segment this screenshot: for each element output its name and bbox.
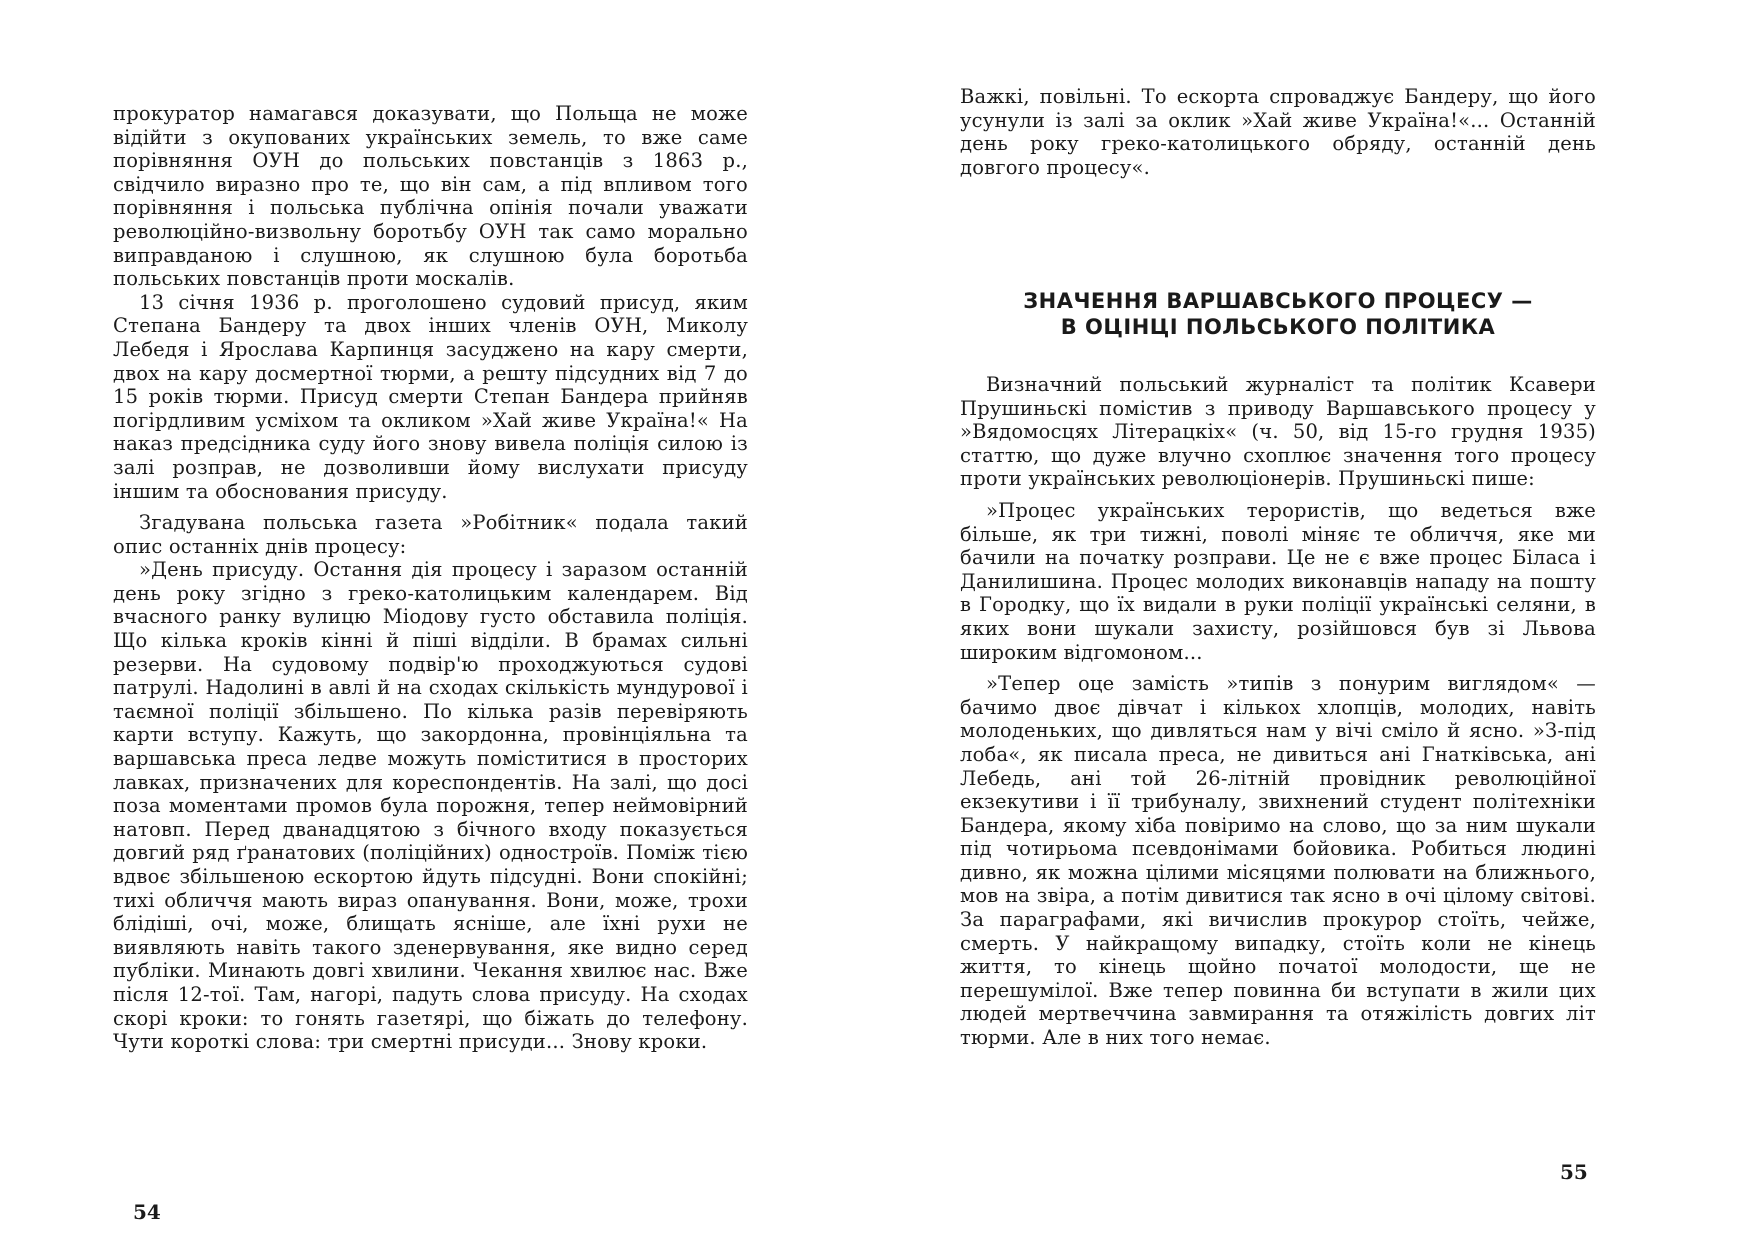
left-page-text — [113, 102, 748, 1054]
left-paragraph-4: »День присуду. Остання дія процесу і заразом останній день року згідно з греко-католицьким календарем. Від вчасного ранку вулицю Міодову густо обставила поліція. Що кілька кроків кінні й піші відділи. В брамах сильні резерви. На судовому подвір'ю проходжуються судові патрулі. Надолині в авлі й на сходах скількість мундурової і таємної поліції збільшено. По кілька разів перевіряють карти вступу. Кажуть, що закордонна, провінціяльна та варшавська преса ледве можуть поміститися в просторих лавках, призначених для кореспондентів. На залі, що досі поза моментами промов була порожня, тепер неймовірний натовп. Перед дванадцятою з бічного входу показується довгий ряд ґранатових (поліційних) одностроїв. Поміж тією вдвоє збільшеною ескортою йдуть підсудні. Вони спокійні; тихі обличчя мають вираз опанування. Вони, може, трохи блідіші, очі, може, блищать ясніше, але їхні рухи не виявляють навіть такого зденервування, яке видно серед публіки. Минають довгі хвилини. Чекання хвилює нас. Вже після 12-тої. Там, нагорі, падуть слова присуду. На сходах скорі кроки: то гонять газетярі, що біжать до телефону. Чути короткі слова: три смертні присуди... Знову кроки. — [113, 558, 748, 1054]
right-top-paragraph: Важкі, повільні. То ескорта спроваджує Бандеру, що його усунули із залі за оклик »Хай живе Україна!«... Останній день року греко-католицького обряду, останній день довгого процесу«. — [960, 85, 1596, 179]
right-paragraph-2: »Процес українських терористів, що ведеться вже більше, як три тижні, поволі міняє те обличчя, яке ми бачили на початку розправи. Це не є вже процес Біласа і Данилишина. Процес молодих виконавців нападу на пошту в Городку, що їх видали в руки поліції українські селяни, в яких вони шукали захисту, розійшовся був зі Львова широким відгомоном... — [960, 498, 1596, 664]
left-paragraph-3: Згадувана польська газета »Робітник« подала такий опис останніх днів процесу: — [113, 511, 748, 558]
left-paragraph-1: прокуратор намагався доказувати, що Польща не може відійти з окупованих українських земель, то вже саме порівняння ОУН до польських повстанців з 1863 р., свідчило виразно про те, що він сам, а під впливом того порівняння і польська публічна опінія почали уважати революційно-визвольну боротьбу ОУН так само морально виправданою і слушною, як слушною була боротьба польських повстанців проти москалів. — [113, 102, 748, 291]
right-paragraph-1: Визначний польський журналіст та політик Ксавери Прушиньскі помістив з приводу Варшавського процесу у »Вядомосцях Літерацкіх« (ч. 50, від 15-го грудня 1935) статтю, що дуже влучно схоплює значення того процесу проти українських революціонерів. Прушиньскі пише: — [960, 373, 1596, 491]
right-paragraph-3: »Тепер оце замість »типів з понурим виглядом« — бачимо двоє дівчат і кількох хлопців, молодих, навіть молоденьких, що дивляться нам у вічі сміло й ясно. »З-під лоба«, як писала преса, не дивиться ані Гнатківська, ані Лебедь, ані той 26-літній провідник революційної екзекутиви і її трибуналу, звихнений студент політехніки Бандера, якому хіба повіримо на слово, що за ним шукали під чотирьома псевдонімами бойовика. Робиться людині дивно, як можна цілими місяцями полювати на ближнього, мов на звіра, а потім дивитися так ясно в очі цілому світові. За параграфами, які вичислив прокурор стоїть, чейже, смерть. У найкращому випадку, стоїть коли не кінець життя, то кінець щойно початої молодости, ще не перешумілої. Вже тепер повинна би вступати в жили цих людей мертвеччина завмирання та отяжілість довгих літ тюрми. Але в них того немає. — [960, 672, 1596, 1050]
section-heading-line-2: В ОЦІНЦІ ПОЛЬСЬКОГО ПОЛІТИКА — [1060, 315, 1496, 339]
page-number-left: 54 — [133, 1200, 161, 1224]
section-heading — [960, 288, 1596, 340]
left-page — [0, 0, 860, 1240]
right-page-body — [960, 373, 1596, 1050]
section-heading-line-1: ЗНАЧЕННЯ ВАРШАВСЬКОГО ПРОЦЕСУ — — [1023, 289, 1533, 313]
right-page-top-text — [960, 85, 1596, 179]
page-number-right: 55 — [1560, 1160, 1588, 1184]
left-paragraph-2: 13 січня 1936 р. проголошено судовий присуд, яким Степана Бандеру та двох інших членів ОУН, Миколу Лебедя і Ярослава Карпинця засуджено на кару смерти, двох на кару досмертної тюрми, а решту підсудних від 7 до 15 років тюрми. Присуд смерти Степан Бандера прийняв погірдливим усміхом та окликом »Хай живе Україна!« На наказ предсідника суду його знову вивела поліція силою із залі розправ, не дозволивши йому вислухати присуду іншим та обоснования присуду. — [113, 290, 748, 503]
right-page — [900, 0, 1754, 1240]
